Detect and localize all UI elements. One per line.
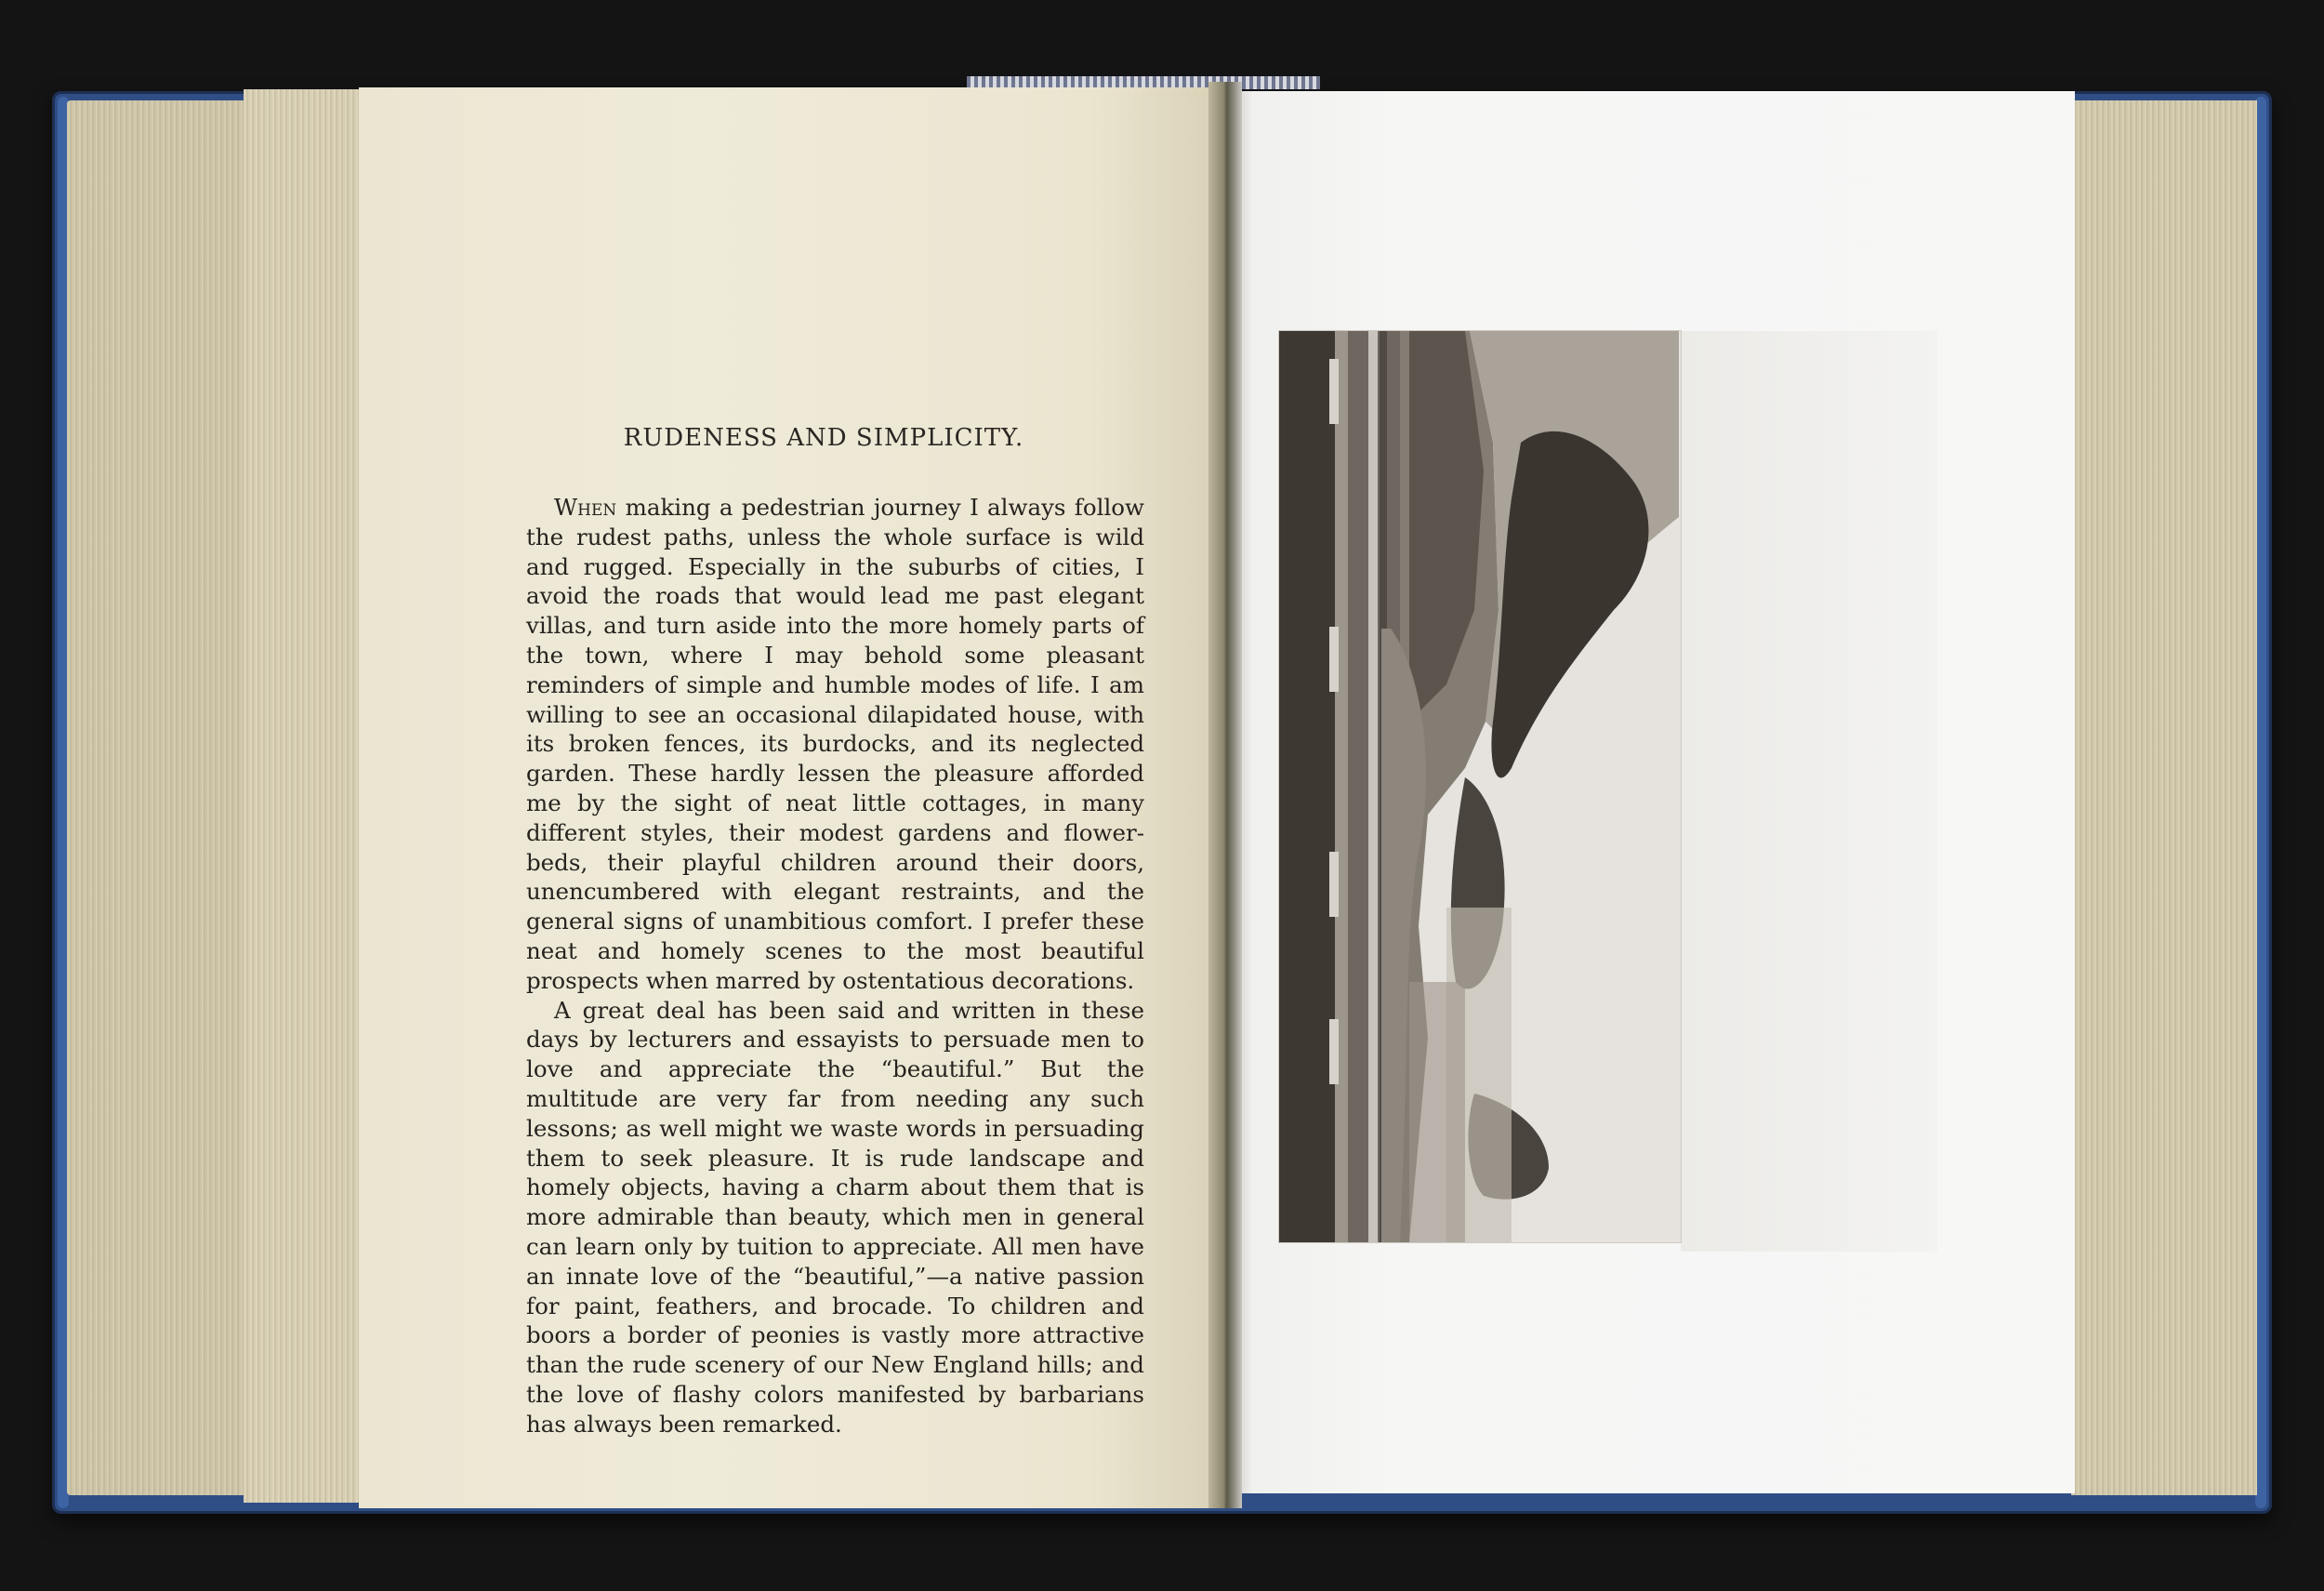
page-body-text (526, 493, 1144, 1439)
paragraph-1-lead: When (554, 494, 617, 521)
book-gutter (1208, 82, 1242, 1508)
page-block-left (67, 100, 244, 1495)
chapter-heading: RUDENESS AND SIMPLICITY. (623, 424, 1024, 452)
page-block-left-inner (244, 89, 364, 1503)
paragraph-1-text: making a pedestrian journey I always follow the rudest paths, unless the whole surface is wild and rugged. Especially in the suburbs of cities, I avoid the roads that would lead me past elegant villas, and turn aside into the more homely parts of the town, where I may behold some pleasant reminders of simple and humble modes of life. I am willing to see an occasional dilapidated house, with its broken fences, its burdocks, and its neglected garden. These hardly lessen the pleasure afforded me by the sight of neat little cottages, in many different styles, their modest gardens and flower-beds, their playful children around their doors, unencumbered with elegant restraints, and the general signs of unambitious comfort. I prefer these neat and homely scenes to the most beautiful prospects when marred by ostentatious decorations. (526, 494, 1145, 994)
landscape-photograph-icon (1279, 331, 1681, 1242)
plate-tone-area (1681, 331, 1937, 1252)
paragraph-1 (526, 493, 1144, 996)
page-block-right (2071, 100, 2257, 1495)
paragraph-2: A great deal has been said and written in these days by lecturers and essayists to persuade men to love and appreciate the “beautiful.” But the multitude are very far from needing any such lessons; as well might we waste words in persuading them to seek pleasure. It is rude landscape and homely objects, having a charm about them that is more admirable than beauty, which men in general can learn only by tuition to appreciate. All men have an innate love of the “beautiful,”—a native passion for paint, feathers, and brocade. To children and boors a border of peonies is vastly more attractive than the rude scenery of our New England hills; and the love of flashy colors manifested by barbarians has always been remarked. (526, 996, 1144, 1438)
